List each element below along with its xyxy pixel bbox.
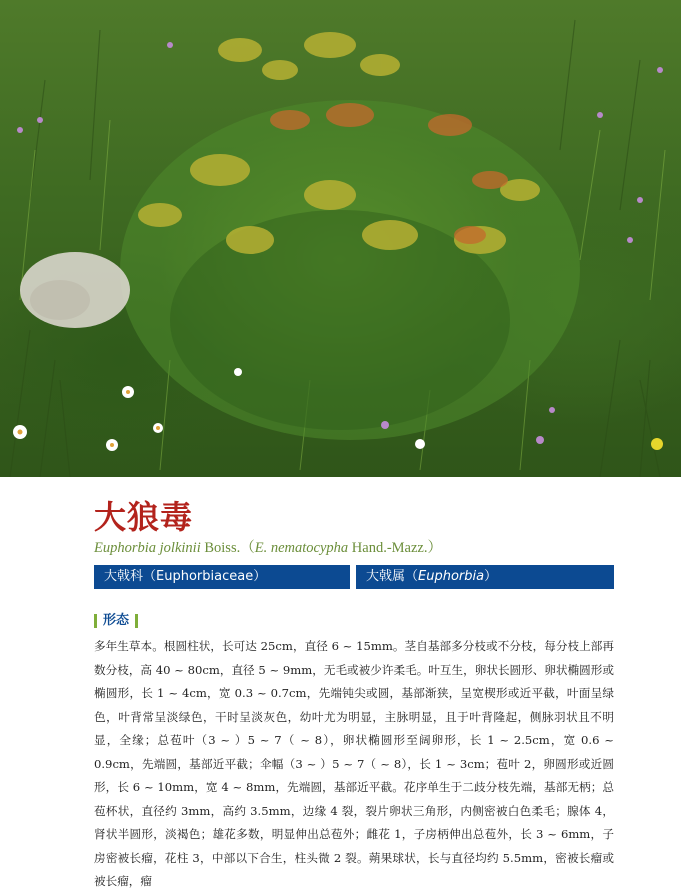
family-close: ） xyxy=(253,569,267,584)
genus-cn: 大戟属（ xyxy=(366,569,419,584)
synonym-close: ） xyxy=(427,540,442,556)
family-bar xyxy=(94,565,350,589)
genus-latin: Euphorbia xyxy=(418,569,485,584)
genus-bar xyxy=(356,565,614,589)
section-heading-morphology xyxy=(94,612,138,630)
synonym-author: Hand.-Mazz. xyxy=(351,540,428,556)
section-right-mark xyxy=(135,614,138,628)
section-left-mark xyxy=(94,614,97,628)
synonym-open: （ xyxy=(240,540,255,556)
family-latin: Euphorbiaceae xyxy=(156,569,254,584)
family-cn: 大戟科（ xyxy=(104,569,157,584)
scientific-name xyxy=(94,539,442,557)
section-label: 形态 xyxy=(103,613,130,628)
page-title: 大狼毒 xyxy=(94,498,194,536)
species-author: Boiss. xyxy=(204,540,241,556)
morphology-text: 多年生草本。根圆柱状，长可达 25cm，直径 6 ~ 15mm。茎自基部多分枝或不分枝，每分枝上部再数分枝，高 40 ~ 80cm，直径 5 ~ 9mm，无毛或被少许柔毛。叶互生，卵状长圆形、卵状椭圆形或椭圆形，长 1 ~ 4cm，宽 0.3 ~ 0.7cm，先端钝尖或圆，基部渐狭，呈宽楔形或近平截，叶面呈绿色，叶背常呈淡绿色，干时呈淡灰色，幼叶尤为明显，主脉明显，且于叶背隆起，侧脉羽状且不明显，全缘；总苞叶（3 ~ ）5 ~ 7（ ~ 8），卵状椭圆形至阔卵形，长 1 ~ 2.5cm，宽 0.6 ~ 0.9cm，先端圆，基部近平截；伞幅（3 ~ ）5 ~ 7（ ~ 8），长 1 ~ 3cm；苞叶 2，卵圆形或近圆形，长 6 ~ 10mm，宽 4 ~ 8mm，先端圆，基部近平截。花序单生于二歧分枝先端，基部无柄；总苞杯状，直径约 3mm，高约 3.5mm，边缘 4 裂，裂片卵状三角形，内侧密被白色柔毛；腺体 4，肾状半圆形，淡褐色；雄花多数，明显伸出总苞外；雌花 1，子房柄伸出总苞外，长 3 ~ 6mm，子房密被长瘤，花柱 3，中部以下合生，柱头微 2 裂。蒴果球状，长与直径均约 5.5mm，密被长瘤或被长瘤，瘤 xyxy=(94,639,614,888)
synonym-species: E. nematocypha xyxy=(254,540,349,556)
genus-close: ） xyxy=(484,569,498,584)
species-name: Euphorbia jolkinii xyxy=(94,540,201,556)
